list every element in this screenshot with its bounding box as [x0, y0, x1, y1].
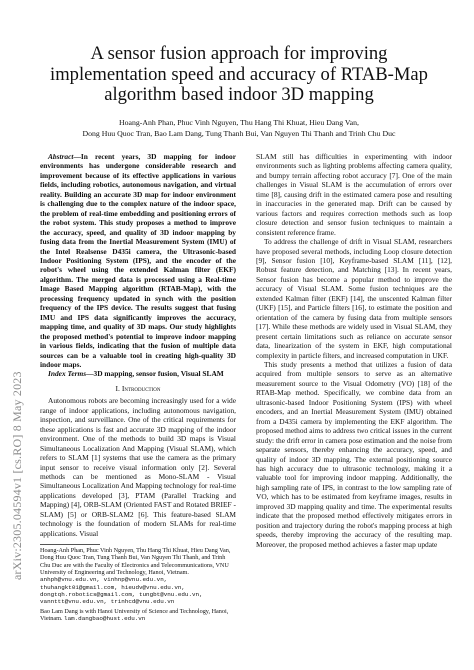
abstract-text: —In recent years, 3D mapping for indoor environments has undergone considerable research and improvement because of its effective applications in various fields, including robotics, autonomous navigation, and virtual reality. Building an accurate 3D map for indoor environment is challenging due to the complex nature of the indoor space, the problem of real-time embedding and positioning errors of the robot system. This study proposes a method to improve the accuracy, speed, and quality of 3D indoor mapping by fusing data from the Inertial Measurement System (IMU) of the Intel Realsense D435i camera, the Ultrasonic-based Indoor Positioning System (IPS), and the encoder of the robot's wheel using the extended Kalman filter (EKF) algorithm. The merged data is processed using a Real-time Image Based Mapping algorithm (RTAB-Map), with the processing frequency updated in synch with the position frequency of the IPS device. The results suggest that fusing IMU and IPS data significantly improves the accuracy, mapping time, and quality of 3D maps. Our study highlights the proposed method's potential to improve indoor mapping in various fields, indicating that the fusion of multiple data sources can be a valuable tool in creating high-quality 3D indoor maps.: [40, 152, 236, 369]
author-list: [36, 117, 442, 140]
footnote-rule: [40, 544, 100, 545]
footnote-1-text: Hoang-Anh Phan, Phuc Vinh Nguyen, Thu Hang Thi Khuat, Hieu Dang Van, Dong Huu Quoc Tran, Tung Thanh Bui, Van Nguyen Thi Thanh, and Trinh Chu Duc are with the Faculty of Electronics and Telecommunications, VNU University of Engineering and Technology, Hanoi, Vietnam.: [40, 547, 231, 577]
index-terms-text: —3D mapping, sensor fusion, Visual SLAM: [86, 369, 224, 379]
footnote-2-email: lam.dangbao@hust.edu.vn: [64, 614, 146, 622]
body-paragraph-2: To address the challenge of drift in Visual SLAM, researchers have proposed several methods, including Loop closure detection [9], Sensor fusion [10], Keyframe-based SLAM [11], [12], Robust feature detection, and Matching [13]. In recent years, Sensor fusion has become a popular method to improve the accuracy of Visual SLAM. Some fusion techniques are the extended Kalman filter (EKF) [14], the unscented Kalman filter (UKF) [15], and Particle filters [16], to estimate the position and orientation of the camera by fusing data from multiple sensors [17]. While these methods are widely used in Visual SLAM, they present certain limitations such as reliance on accurate sensor data, linearization of the system in EKF, high computational complexity in particle filters, and increased computation in UKF.: [256, 237, 452, 360]
abstract-label: Abstract: [48, 152, 74, 161]
footnote-2-text: Bao Lam Dang is with Hanoi University of Science and Technology, Hanoi, Vietnam.: [40, 607, 229, 622]
paper-title: A sensor fusion approach for improving implementation speed and accuracy of RTAB-Map algorithm based indoor 3D mapping: [50, 43, 428, 105]
footnote-affiliation-2: [40, 608, 236, 623]
index-terms-label: Index Terms: [48, 369, 87, 379]
index-terms: [40, 369, 236, 378]
right-column: [256, 152, 452, 549]
arxiv-stamp: [8, 160, 26, 580]
footnote-affiliation-1: [40, 547, 236, 605]
arxiv-identifier: arXiv:2305.04594v1 [cs.RO] 8 May 2023: [10, 371, 24, 580]
authors-line-1: Hoang-Anh Phan, Phuc Vinh Nguyen, Thu Hang Thi Khuat, Hieu Dang Van,: [119, 118, 359, 127]
body-paragraph-3: This study presents a method that utilizes a fusion of data acquired from multiple sensors to serve as an alternative measurement source to the Visual Odometry (VO) [18] of the RTAB-Map method. Specifically, we combine data from an ultrasonic-based Indoor Positioning System (IPS) with wheel encoders, and an Inertial Measurement System (IMU) obtained from a D435i camera by implementing the EKF algorithm. The proposed method aims to address two critical issues in the current study: the drift error in camera pose estimation and the noise from separate sensors, thereby enhancing the accuracy, speed, and quality of indoor 3D mapping. The external positioning source has high accuracy due to ultrasonic technology, making it a valuable tool for improving indoor mapping. Additionally, the high sampling rate of IPS, in contrast to the low sampling rate of VO, which has to be estimated from keyframe images, results in improved 3D mapping quality and time. The experimental results indicate that the proposed method effectively mitigates errors in position and trajectory during the robot's mapping process at high speeds, thereby improving the accuracy of the resulting map. Moreover, the proposed method achieves a faster map update: [256, 359, 452, 549]
abstract: [40, 152, 236, 369]
left-column: [40, 152, 236, 622]
section-heading-introduction: I. Introduction: [115, 383, 161, 393]
footnote-1-emails: anhph@vnu.edu.vn, vinhnp@vnu.edu.vn, thuhangkt01@gmail.com, hieudv@vnu.edu.vn, dongtqh.robotics@gmail.com, tungbt@vnu.edu.vn, vannttt@vnu.edu.vn, trinhcd@vnu.edu.vn: [40, 576, 203, 606]
authors-line-2: Dong Huu Quoc Tran, Bao Lam Dang, Tung Thanh Bui, Van Nguyen Thi Thanh and Trinh Chu Duc: [82, 129, 396, 139]
body-paragraph-1: SLAM still has difficulties in experimenting with indoor environments such as lighting problems affecting camera quality, and bumpy terrain affecting robot accuracy [7]. One of the main challenges in Visual SLAM is the accumulation of errors over time [8], causing drift in the estimated camera pose and resulting in inaccuracies in the generated map. Drift can be caused by various factors and requires correction methods such as loop closure detection and sensor fusion techniques to maintain a consistent reference frame.: [256, 152, 452, 237]
intro-paragraph-1: Autonomous robots are becoming increasingly used for a wide range of indoor applications, including autonomous navigation, inspection, and surveillance. One of the critical requirements for these applications is fast and accurate 3D mapping of the indoor environment. One of the methods to build 3D maps is Visual Simultaneous Localization And Mapping (Visual SLAM), which refers to SLAM [1] systems that use the camera as the primary input sensor to receive visual information only [2]. Several methods can be mentioned as Mono-SLAM - Visual Simultaneous Localization And Mapping technology for real-time applications developed [3], PTAM (Parallel Tracking and Mapping) [4], ORB-SLAM (Oriented FAST and Rotated BRIEF - SLAM) [5] or ORB-SLAM2 [6]. This feature-based SLAM technology is the foundation of modern SLAMs for real-time applications. Visual: [40, 396, 236, 538]
